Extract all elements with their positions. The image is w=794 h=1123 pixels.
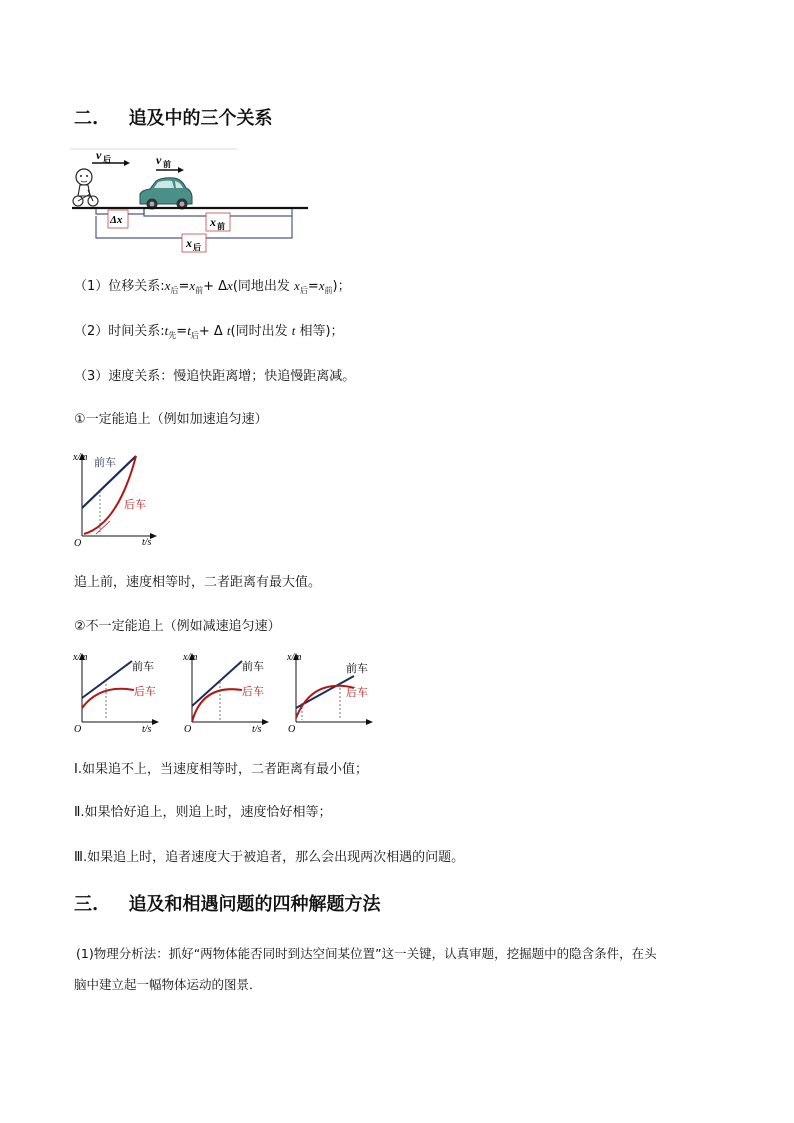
back-car-label: 后车	[134, 685, 156, 698]
back-car-label: 后车	[346, 686, 368, 699]
x-axis-label: t/s	[252, 724, 262, 735]
v-back-subscript: 后	[103, 155, 111, 164]
car-icon	[140, 178, 192, 210]
front-line	[192, 661, 242, 706]
y-axis-label: x/m	[183, 652, 198, 663]
v-front-subscript: 前	[163, 160, 171, 169]
case1-note: 追上前，速度相等时，二者距离有最大值。	[74, 575, 322, 590]
front-car-label: 前车	[242, 660, 264, 673]
front-line	[82, 661, 132, 698]
y-axis-label: x/m	[73, 452, 88, 463]
x-front-symbol: x	[210, 215, 216, 229]
case2-note-3: Ⅲ.如果追上时，追者速度大于被追者，那么会出现两次相遇的问题。	[74, 850, 465, 865]
x-front-subscript: 前	[217, 222, 225, 231]
relation-time: （2）时间关系$:t_先=t_后+ \Delta$ t(同时出发 t 相等)；	[74, 323, 344, 340]
case2-title: ②不一定能追上（例如减速追匀速）	[74, 619, 281, 634]
y-axis-label: x/m	[287, 652, 302, 663]
x-back-subscript: 后	[193, 243, 201, 252]
section-heading-3: 三. 追及和相遇问题的四种解题方法	[74, 894, 381, 915]
x-axis-label: t/s	[142, 724, 152, 735]
method1-line1: (1)物理分析法：抓好“两物体能否同时到达空间某位置”这一关键，认真审题，挖掘题中的隐含条件，在头	[76, 946, 657, 961]
case2-note-2: Ⅱ.如果恰好追上，则追上时，速度恰好相等；	[74, 805, 332, 820]
v-front-symbol: v	[156, 153, 162, 167]
x-back-symbol: x	[186, 236, 192, 250]
front-car-label: 前车	[132, 660, 154, 673]
case2-note-1: Ⅰ.如果追不上，当速度相等时，二者距离有最小值；	[74, 762, 368, 777]
chase-diagram	[70, 146, 310, 254]
y-axis-label: x/m	[73, 652, 88, 663]
front-car-label: 前车	[94, 456, 116, 469]
v-back-symbol: v	[96, 148, 102, 162]
back-car-label: 后车	[124, 498, 146, 511]
back-curve	[192, 689, 242, 722]
origin-label: O	[184, 724, 192, 735]
method1-line2: 脑中建立起一幅物体运动的图景．	[74, 977, 262, 992]
case1-graph	[70, 448, 170, 548]
case2-graph-3	[284, 648, 380, 736]
x-axis-label: t/s	[142, 537, 152, 548]
front-car-label: 前车	[346, 662, 368, 675]
section-heading-2: 二. 追及中的三个关系	[74, 108, 273, 129]
case1-title: ①一定能追上（例如加速追匀速）	[74, 412, 268, 427]
cyclist-icon	[73, 169, 98, 206]
case2-graph-2	[180, 648, 276, 736]
origin-label: O	[74, 538, 82, 548]
origin-label: O	[74, 724, 82, 735]
case2-graph-1	[70, 648, 166, 736]
back-car-label: 后车	[242, 685, 264, 698]
relation-displacement: （1）位移关系$:x_后=x_前+ \Delta x$(同地出发 $x_后=x_前$)；	[74, 278, 351, 295]
origin-label: O	[288, 724, 296, 735]
dx-label: Δx	[110, 214, 123, 226]
relation-velocity: （3）速度关系：慢追快距离增；快追慢距离减。	[74, 369, 356, 384]
